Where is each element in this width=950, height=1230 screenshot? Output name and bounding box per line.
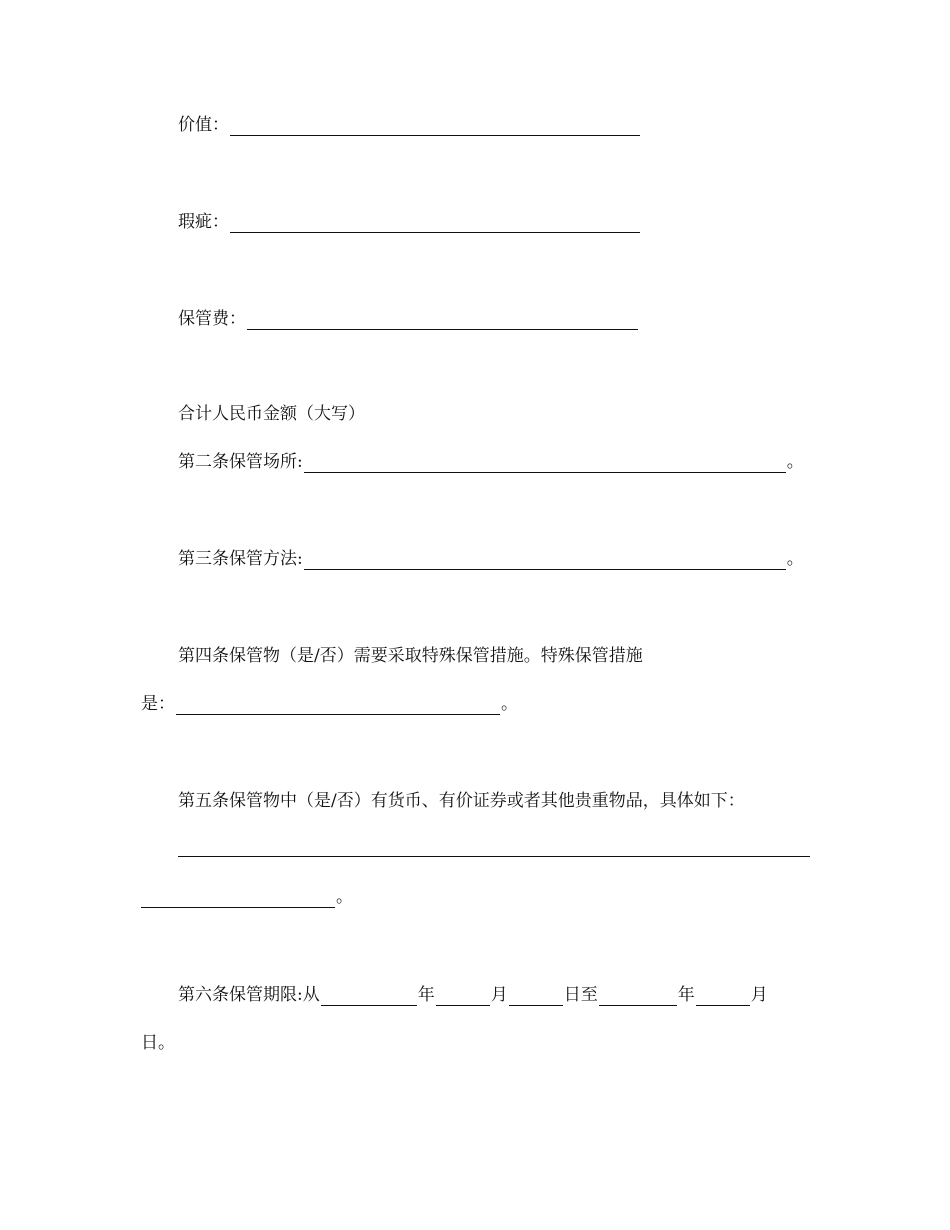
article-4-end: 。 [501, 694, 518, 714]
article-5-text: 第五条保管物中（是/否）有货币、有价证券或者其他贵重物品，具体如下： [178, 791, 745, 811]
storage-method-blank[interactable] [304, 551, 786, 570]
valuables-blank-2[interactable] [141, 889, 335, 908]
article-6-cont-row [141, 1032, 175, 1054]
storage-place-blank[interactable] [304, 454, 786, 473]
article-4-cont-row [141, 693, 518, 715]
end-month-blank[interactable] [696, 987, 750, 1006]
value-blank[interactable] [230, 117, 640, 136]
article-2-label: 第二条保管场所: [178, 452, 303, 472]
article-3-row [178, 548, 804, 570]
article-5-row [178, 790, 745, 812]
total-label: 合计人民币金额（大写） [178, 404, 365, 424]
article-4-text: 第四条保管物（是/否）需要采取特殊保管措施。特殊保管措施 [178, 646, 643, 666]
special-measures-blank[interactable] [176, 696, 500, 715]
article-4-row [178, 645, 643, 667]
article-3-label: 第三条保管方法: [178, 549, 303, 569]
total-row [178, 403, 365, 425]
fee-blank[interactable] [247, 311, 638, 330]
value-row [178, 114, 641, 136]
article-3-end: 。 [786, 549, 804, 569]
defect-row [178, 211, 641, 233]
article-2-end: 。 [786, 452, 804, 472]
article-5-blank-row [177, 838, 811, 857]
defect-label: 瑕疵： [178, 212, 229, 232]
article-6-row [178, 984, 768, 1006]
value-label: 价值： [178, 115, 229, 135]
start-year-label: 年 [417, 985, 435, 1005]
article-6-label: 第六条保管期限:从 [178, 985, 320, 1005]
end-year-blank[interactable] [599, 987, 677, 1006]
article-6-cont: 日。 [141, 1033, 175, 1053]
start-day-blank[interactable] [509, 987, 563, 1006]
start-month-label: 月 [490, 985, 508, 1005]
article-5-end: 。 [336, 887, 353, 907]
article-5-cont-row [140, 886, 353, 908]
defect-blank[interactable] [230, 214, 640, 233]
end-month-label: 月 [750, 985, 768, 1005]
valuables-blank-1[interactable] [178, 838, 810, 857]
fee-label: 保管费： [178, 309, 246, 329]
start-day-label: 日至 [563, 985, 598, 1005]
start-year-blank[interactable] [321, 987, 417, 1006]
fee-row [178, 308, 639, 330]
article-4-cont-label: 是： [141, 694, 175, 714]
end-year-label: 年 [677, 985, 695, 1005]
article-2-row [178, 451, 804, 473]
start-month-blank[interactable] [436, 987, 490, 1006]
